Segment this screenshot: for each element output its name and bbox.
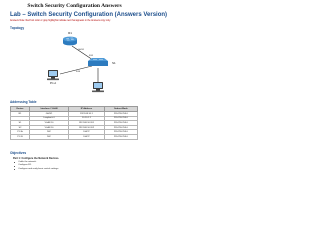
addressing-table (10, 106, 138, 140)
column-header: Interface / VLAN (29, 107, 68, 112)
table-cell: 255.255.255.0 (104, 121, 137, 126)
table-cell: 192.168.10.202 (69, 125, 105, 130)
bullet-icon (14, 169, 15, 170)
objectives-list (14, 161, 59, 171)
table-cell: 255.255.255.0 (104, 125, 137, 130)
table-cell: 10.10.1.1 (69, 116, 105, 121)
pc-label: PC-A (49, 82, 57, 85)
table-cell: PC-B (11, 134, 30, 139)
switch-icon (88, 58, 108, 66)
bullet-icon (14, 162, 15, 163)
table-cell: 192.168.10.1 (69, 112, 105, 117)
table-cell: DHCP (69, 134, 105, 139)
table-cell: VLAN 10 (29, 125, 68, 130)
switch-label: S1 (112, 61, 116, 65)
table-cell: VLAN 10 (29, 121, 68, 126)
table-cell: DHCP (69, 130, 105, 135)
list-item-text: Configure and verify basic switch settings. (18, 167, 59, 170)
topology-diagram (0, 28, 149, 96)
lab-title: Lab – Switch Security Configuration (Answers Version) (10, 12, 168, 18)
column-header: IP Address (69, 107, 105, 112)
table-cell: 192.168.10.201 (69, 121, 105, 126)
table-cell: 255.255.255.0 (104, 112, 137, 117)
objectives-heading: Objectives (10, 151, 27, 155)
bullet-icon (14, 166, 15, 167)
addressing-table-heading: Addressing Table (10, 100, 37, 104)
table-cell: 255.255.255.0 (104, 116, 137, 121)
table-cell: S2 (11, 125, 30, 130)
table-cell: S1 (11, 121, 30, 126)
table-cell: R1 (11, 112, 30, 117)
topology-heading: Topology (10, 26, 25, 30)
table-cell: PC-A (11, 130, 30, 135)
router-icon (63, 37, 77, 46)
column-header: Device (11, 107, 30, 112)
answers-note: Answers Note: Red font color or gray highlights indicate text that appears in the Answers copy only. (10, 20, 111, 22)
table-cell: Loopback 0 (29, 116, 68, 121)
table-cell: G0/0/1 (29, 112, 68, 117)
list-item-text: Configure R1. (18, 164, 32, 167)
table-cell: 255.255.255.0 (104, 134, 137, 139)
router-label: R1 (68, 31, 72, 35)
list-item (14, 168, 59, 171)
table-row (11, 134, 138, 139)
document-title: Switch Security Configuration Answers (27, 3, 122, 9)
list-item-text: Cable the network. (18, 161, 37, 163)
table-cell: NIC (29, 134, 68, 139)
pc-icon (47, 70, 59, 80)
table-cell: NIC (29, 130, 68, 135)
pc-icon (92, 82, 104, 92)
switch-port-r1-label: F0/5 (89, 55, 94, 57)
table-cell: 255.255.255.0 (104, 130, 137, 135)
switch-port-pc-label: F0/6 (76, 71, 81, 73)
column-header: Subnet Mask (104, 107, 137, 112)
objectives-part-title: Part 1: Configure the Network Devices. (13, 157, 60, 160)
router-port-label: G0/0/1 (78, 49, 85, 51)
